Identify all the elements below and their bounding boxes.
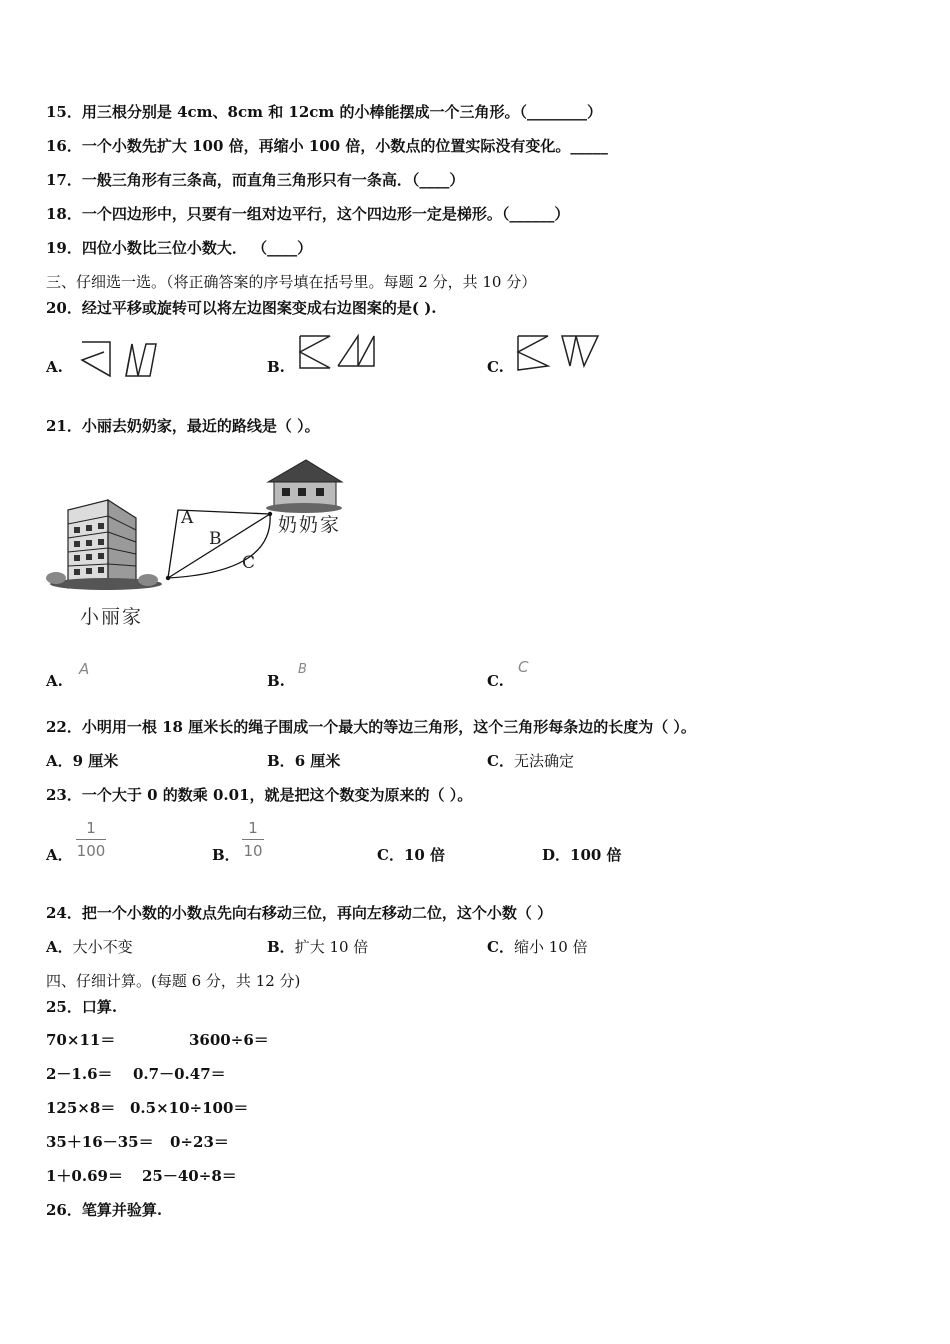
route-a-label: A bbox=[181, 508, 196, 528]
question-19: 19．四位小数比三位小数大． （____） bbox=[46, 239, 313, 257]
q23-option-d bbox=[542, 845, 622, 865]
calc-row-3-right: 0.5×10÷100＝ bbox=[130, 1099, 249, 1117]
q20-option-c-figure bbox=[514, 332, 604, 372]
q22-option-b-value: 6 厘米 bbox=[294, 752, 341, 770]
calc-row-2-right: 0.7－0.47＝ bbox=[133, 1065, 226, 1083]
q21-option-a-label: A. bbox=[46, 672, 63, 690]
question-15: 15．用三根分别是 4cm、8cm 和 12cm 的小棒能摆成一个三角形。（________） bbox=[46, 103, 603, 121]
q23-option-a-label: A． bbox=[46, 846, 73, 864]
q21-option-a-value: A bbox=[79, 660, 90, 678]
q22-option-c bbox=[487, 751, 574, 771]
question-21: 21．小丽去奶奶家，最近的路线是（ ）。 bbox=[46, 417, 320, 435]
calc-row-4-left: 35＋16－35＝ bbox=[46, 1133, 154, 1151]
q24-option-c-value: 缩小 10 倍 bbox=[513, 938, 588, 956]
question-17: 17．一般三角形有三条高，而直角三角形只有一条高．（____） bbox=[46, 171, 465, 189]
q22-option-a-label: A． bbox=[46, 752, 73, 770]
fraction-bar bbox=[76, 839, 106, 840]
fraction-bar bbox=[242, 839, 264, 840]
q20-option-a-label: A. bbox=[46, 358, 63, 376]
q24-option-b bbox=[267, 937, 368, 957]
q22-option-b-label: B． bbox=[267, 752, 295, 770]
q24-option-a bbox=[46, 937, 133, 957]
q22-option-a bbox=[46, 751, 118, 771]
grandma-house-label: 奶奶家 bbox=[278, 514, 342, 536]
question-18: 18．一个四边形中，只要有一组对边平行，这个四边形一定是梯形。（______） bbox=[46, 205, 570, 223]
question-16: 16．一个小数先扩大 100 倍，再缩小 100 倍，小数点的位置实际没有变化。_____ bbox=[46, 137, 608, 155]
q23-option-d-value: 100 倍 bbox=[570, 846, 622, 864]
q24-option-c bbox=[487, 937, 588, 957]
grandma-house-icon bbox=[266, 460, 342, 513]
route-b-label: B bbox=[209, 529, 224, 549]
section-4-heading: 四、仔细计算。(每题 6 分，共 12 分) bbox=[46, 972, 301, 990]
route-c-label: C bbox=[242, 553, 258, 573]
q23-option-b-numerator: 1 bbox=[248, 819, 258, 837]
calc-row-5-right: 25－40÷8＝ bbox=[142, 1167, 237, 1185]
calc-row-5-left: 1＋0.69＝ bbox=[46, 1167, 123, 1185]
q23-option-c bbox=[377, 845, 445, 865]
q21-option-b-value: B bbox=[298, 662, 307, 677]
question-22: 22．小明用一根 18 厘米长的绳子围成一个最大的等边三角形，这个三角形每条边的长度为（ ）。 bbox=[46, 718, 696, 736]
question-25: 25．口算. bbox=[46, 998, 118, 1016]
calc-row-1-left: 70×11＝ bbox=[46, 1031, 116, 1049]
q20-option-b-figure bbox=[296, 332, 386, 372]
q23-option-c-value: 10 倍 bbox=[403, 846, 446, 864]
q23-option-a-denominator: 100 bbox=[76, 842, 106, 860]
q24-option-b-value: 扩大 10 倍 bbox=[294, 938, 369, 956]
section-3-heading: 三、仔细选一选。（将正确答案的序号填在括号里。每题 2 分，共 10 分） bbox=[46, 273, 537, 291]
question-23: 23．一个大于 0 的数乘 0.01，就是把这个数变为原来的（ ）。 bbox=[46, 786, 473, 804]
calc-row-2-left: 2－1.6＝ bbox=[46, 1065, 113, 1083]
calc-row-3-left: 125×8＝ bbox=[46, 1099, 116, 1117]
question-20: 20．经过平移或旋转可以将左边图案变成右边图案的是( ). bbox=[46, 299, 437, 317]
question-26: 26．笔算并验算. bbox=[46, 1201, 163, 1219]
calc-row-4-right: 0÷23＝ bbox=[170, 1133, 229, 1151]
q22-option-b bbox=[267, 751, 340, 771]
q24-option-a-label: A． bbox=[46, 938, 73, 956]
q21-option-b-label: B. bbox=[267, 672, 285, 690]
q24-option-a-value: 大小不变 bbox=[72, 938, 133, 956]
q23-option-c-label: C． bbox=[377, 846, 404, 864]
q24-option-c-label: C． bbox=[487, 938, 514, 956]
q23-option-a-fraction bbox=[76, 819, 106, 860]
q22-option-c-value: 无法确定 bbox=[513, 752, 574, 770]
q20-option-c-label: C. bbox=[487, 358, 504, 376]
q24-option-b-label: B． bbox=[267, 938, 295, 956]
question-24: 24．把一个小数的小数点先向右移动三位，再向左移动二位，这个小数（ ） bbox=[46, 904, 553, 922]
q20-option-a-figure bbox=[76, 338, 166, 378]
q23-option-d-label: D． bbox=[542, 846, 571, 864]
q23-option-b-fraction bbox=[242, 819, 264, 860]
q23-option-b-label: B． bbox=[212, 846, 240, 864]
q21-option-c-value: C bbox=[518, 658, 529, 676]
q23-option-a-numerator: 1 bbox=[86, 819, 96, 837]
q20-option-b-label: B. bbox=[267, 358, 285, 376]
q22-option-a-value: 9 厘米 bbox=[72, 752, 119, 770]
q23-option-b-denominator: 10 bbox=[243, 842, 263, 860]
calc-row-1-right: 3600÷6＝ bbox=[189, 1031, 269, 1049]
q21-option-c-label: C. bbox=[487, 672, 504, 690]
xiaoli-house-label: 小丽家 bbox=[80, 606, 144, 628]
q22-option-c-label: C． bbox=[487, 752, 514, 770]
xiaoli-building-icon bbox=[46, 500, 162, 590]
